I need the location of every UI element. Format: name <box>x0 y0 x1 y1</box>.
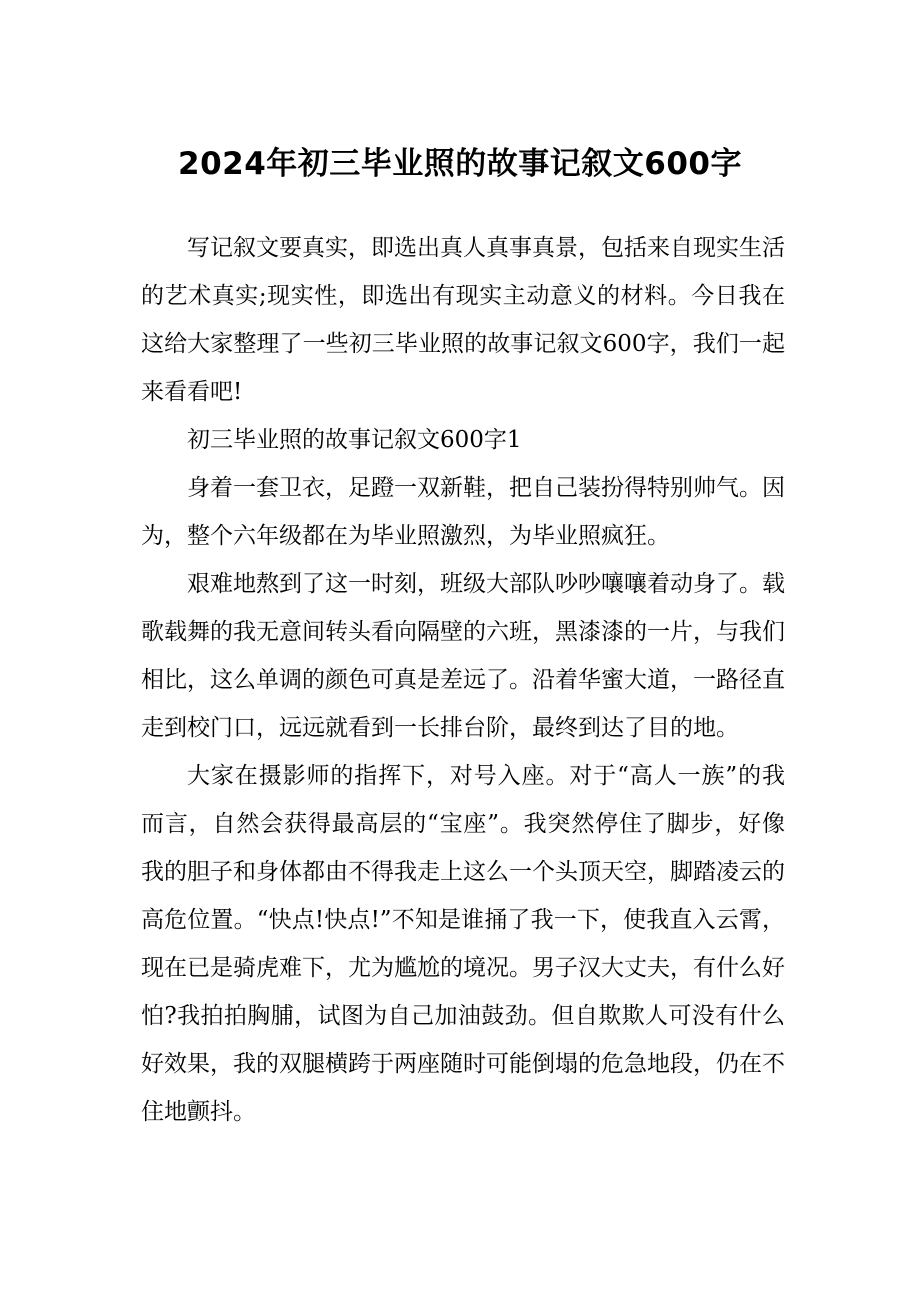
document-body <box>141 224 785 1136</box>
section-heading: 初三毕业照的故事记叙文600字1 <box>187 427 522 453</box>
body-paragraph: 身着一套卫衣，足蹬一双新鞋，把自己装扮得特别帅气。因为，整个六年级都在为毕业照激烈，为毕业照疯狂。 <box>141 475 785 549</box>
body-paragraph: 艰难地熬到了这一时刻，班级大部队吵吵嚷嚷着动身了。载歌载舞的我无意间转头看向隔壁的六班，黑漆漆的一片，与我们相比，这么单调的颜色可真是差远了。沿着华蜜大道，一路径直走到校门口，远远就看到一长排台阶，最终到达了目的地。 <box>141 571 785 741</box>
document-title: 2024年初三毕业照的故事记叙文600字 <box>178 146 742 182</box>
body-paragraph: 大家在摄影师的指挥下，对号入座。对于“高人一族”的我而言，自然会获得最高层的“宝座”。我突然停住了脚步，好像我的胆子和身体都由不得我走上这么一个头顶天空，脚踏凌云的高危位置。“快点!快点!”不知是谁捅了我一下，使我直入云霄，现在已是骑虎难下，尤为尴尬的境况。男子汉大丈夫，有什么好怕?我拍拍胸脯，试图为自己加油鼓劲。但自欺欺人可没有什么好效果，我的双腿横跨于两座随时可能倒塌的危急地段，仍在不住地颤抖。 <box>141 763 785 1125</box>
intro-paragraph: 写记叙文要真实，即选出真人真事真景，包括来自现实生活的艺术真实;现实性，即选出有现实主动意义的材料。今日我在这给大家整理了一些初三毕业照的故事记叙文600字，我们一起来看看吧! <box>141 235 785 405</box>
